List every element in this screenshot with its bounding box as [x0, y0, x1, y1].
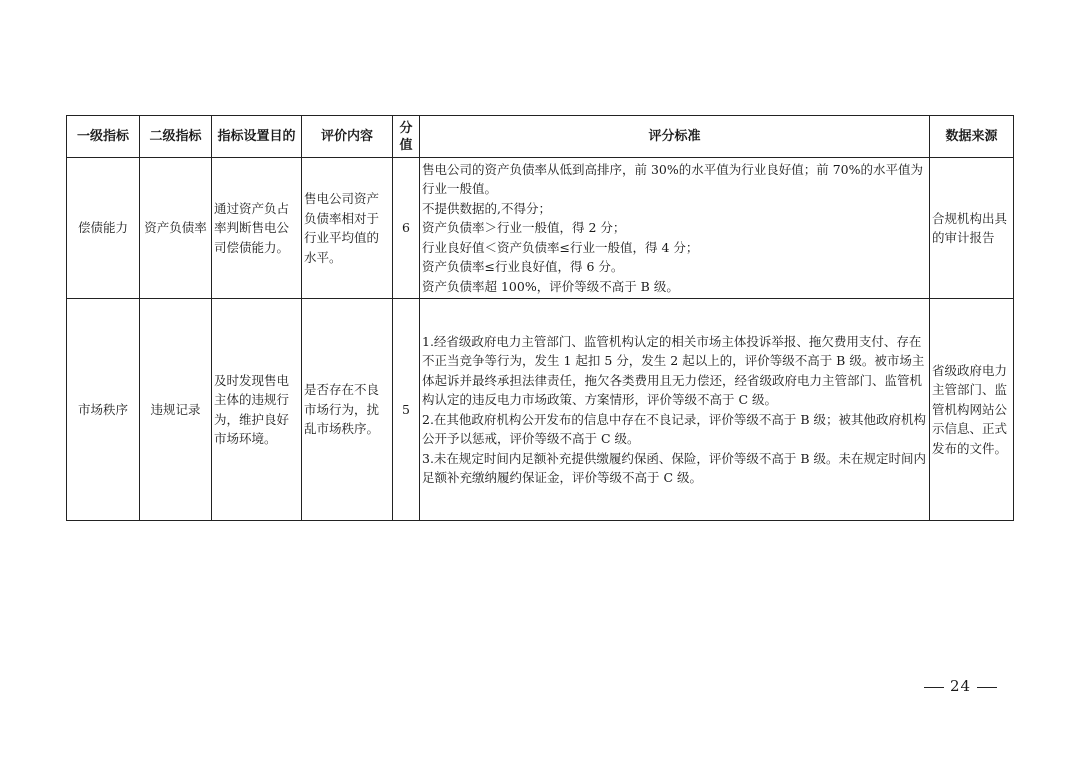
standard-line: 不提供数据的,不得分； — [422, 200, 551, 216]
level1-cell: 市场秩序 — [67, 299, 140, 521]
standard-cell — [420, 299, 930, 521]
standard-line: 资产负债率＞行业一般值，得 2 分； — [422, 220, 626, 236]
standard-cell — [420, 158, 930, 299]
table-header-row — [67, 116, 1014, 158]
source-cell: 省级政府电力主管部门、监管机构网站公示信息、正式发布的文件。 — [930, 299, 1014, 521]
standard-line: 3.未在规定时间内足额补充提供缴履约保函、保险，评价等级不高于 B 级。未在规定时间内足额补充缴纳履约保证金，评价等级不高于 C 级。 — [422, 450, 927, 485]
standard-line: 2.在其他政府机构公开发布的信息中存在不良记录，评价等级不高于 B 级；被其他政府机构公开予以惩戒，评价等级不高于 C 级。 — [422, 411, 927, 446]
purpose-cell: 通过资产负占率判断售电公司偿债能力。 — [212, 158, 302, 299]
level2-cell: 资产负债率 — [140, 158, 212, 299]
page-dash-left — [924, 687, 944, 688]
header-standard: 评分标准 — [420, 116, 930, 158]
standard-line: 售电公司的资产负债率从低到高排序，前 30%的水平值为行业良好值；前 70%的水平值为行业一般值。 — [422, 161, 924, 197]
header-purpose: 指标设置目的 — [212, 116, 302, 158]
standard-line: 行业良好值＜资产负债率≤行业一般值，得 4 分； — [422, 239, 699, 255]
table-row — [67, 299, 1014, 521]
evaluation-table — [66, 115, 1014, 521]
content-cell: 是否存在不良市场行为，扰乱市场秩序。 — [302, 299, 393, 521]
header-source: 数据来源 — [930, 116, 1014, 158]
header-level2: 二级指标 — [140, 116, 212, 158]
level1-cell: 偿债能力 — [67, 158, 140, 299]
header-level1: 一级指标 — [67, 116, 140, 158]
content-cell: 售电公司资产负债率相对于行业平均值的水平。 — [302, 158, 393, 299]
page-dash-right — [977, 687, 997, 688]
header-score: 分值 — [393, 116, 420, 158]
purpose-cell: 及时发现售电主体的违规行为，维护良好市场环境。 — [212, 299, 302, 521]
source-cell: 合规机构出具的审计报告 — [930, 158, 1014, 299]
standard-line: 资产负债率≤行业良好值，得 6 分。 — [422, 259, 624, 275]
level2-cell: 违规记录 — [140, 299, 212, 521]
score-cell: 5 — [393, 299, 420, 521]
page-number — [918, 677, 1003, 695]
score-cell: 6 — [393, 158, 420, 299]
header-content: 评价内容 — [302, 116, 393, 158]
standard-line: 1.经省级政府电力主管部门、监管机构认定的相关市场主体投诉举报、拖欠费用支付、存在不正当竞争等行为，发生 1 起扣 5 分，发生 2 起以上的，评价等级不高于 B 级。被市场主体起诉并最终承担法律责任，拖欠各类费用且无力偿还，经省级政府电力主管部门、监管机构认定的违反电力市场政策、方案情形，评价等级不高于 C 级。 — [422, 333, 925, 407]
table-row — [67, 158, 1014, 299]
standard-line: 资产负债率超 100%，评价等级不高于 B 级。 — [422, 278, 679, 294]
page-number-text: 24 — [950, 677, 972, 695]
